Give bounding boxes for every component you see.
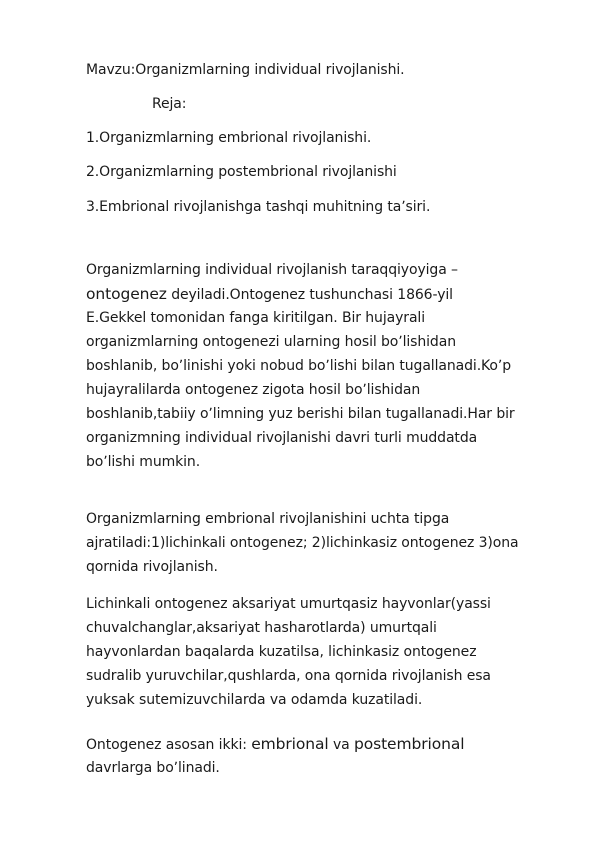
text-line: hayvonlardan baqalarda kuzatilsa, lichinkasiz ontogenez [86, 644, 477, 660]
text-line: Lichinkali ontogenez aksariyat umurtqasiz hayvonlar(yassi [86, 596, 491, 612]
topic-line: Mavzu:Organizmlarning individual rivojlanishi. [86, 62, 405, 78]
text-line: hujayralilarda ontogenez zigota hosil boʼlishidan [86, 382, 421, 398]
text-line: E.Gekkel tomonidan fanga kiritilgan. Bir hujayrali [86, 310, 425, 326]
text-fragment: va [328, 737, 354, 753]
text-line: organizmlarning ontogenezi ularning hosil boʼlishidan [86, 334, 456, 350]
term-ontogenez: ontogenez [86, 285, 167, 303]
text-line: boʼlishi mumkin. [86, 454, 201, 470]
text-line: sudralib yuruvchilar,qushlarda, ona qornida rivojlanish esa [86, 668, 491, 684]
text-line: qornida rivojlanish. [86, 559, 218, 575]
text-line: boshlanib,tabiiy oʼlimning yuz berishi bilan tugallanadi.Har bir [86, 406, 515, 422]
text-line: boshlanib, boʼlinishi yoki nobud boʼlishi bilan tugallanadi.Koʼp [86, 358, 512, 374]
plan-item-2: 2.Organizmlarning postembrional rivojlanishi [86, 164, 397, 180]
term-embrional: embrional [251, 735, 329, 753]
text-line: organizmning individual rivojlanishi davri turli muddatda [86, 430, 478, 446]
plan-item-1: 1.Organizmlarning embrional rivojlanishi. [86, 130, 372, 146]
plan-title: Reja: [152, 96, 187, 112]
text-fragment: deyiladi.Ontogenez tushunchasi 1866-yil [166, 287, 453, 303]
text-line: davrlarga boʼlinadi. [86, 760, 220, 776]
text-line: Organizmlarning individual rivojlanish taraqqiyoyiga – [86, 262, 458, 278]
term-postembrional: postembrional [353, 735, 465, 753]
text-line: chuvalchanglar,aksariyat hasharotlarda) umurtqali [86, 620, 437, 636]
plan-item-3: 3.Embrional rivojlanishga tashqi muhitning taʼsiri. [86, 199, 431, 215]
text-line: yuksak sutemizuvchilarda va odamda kuzatiladi. [86, 692, 423, 708]
text-line [86, 734, 464, 755]
text-fragment: Ontogenez asosan ikki: [86, 737, 252, 753]
text-line: Organizmlarning embrional rivojlanishini uchta tipga [86, 511, 450, 527]
text-line [86, 284, 453, 305]
text-line: ajratiladi:1)lichinkali ontogenez; 2)lichinkasiz ontogenez 3)ona [86, 535, 519, 551]
